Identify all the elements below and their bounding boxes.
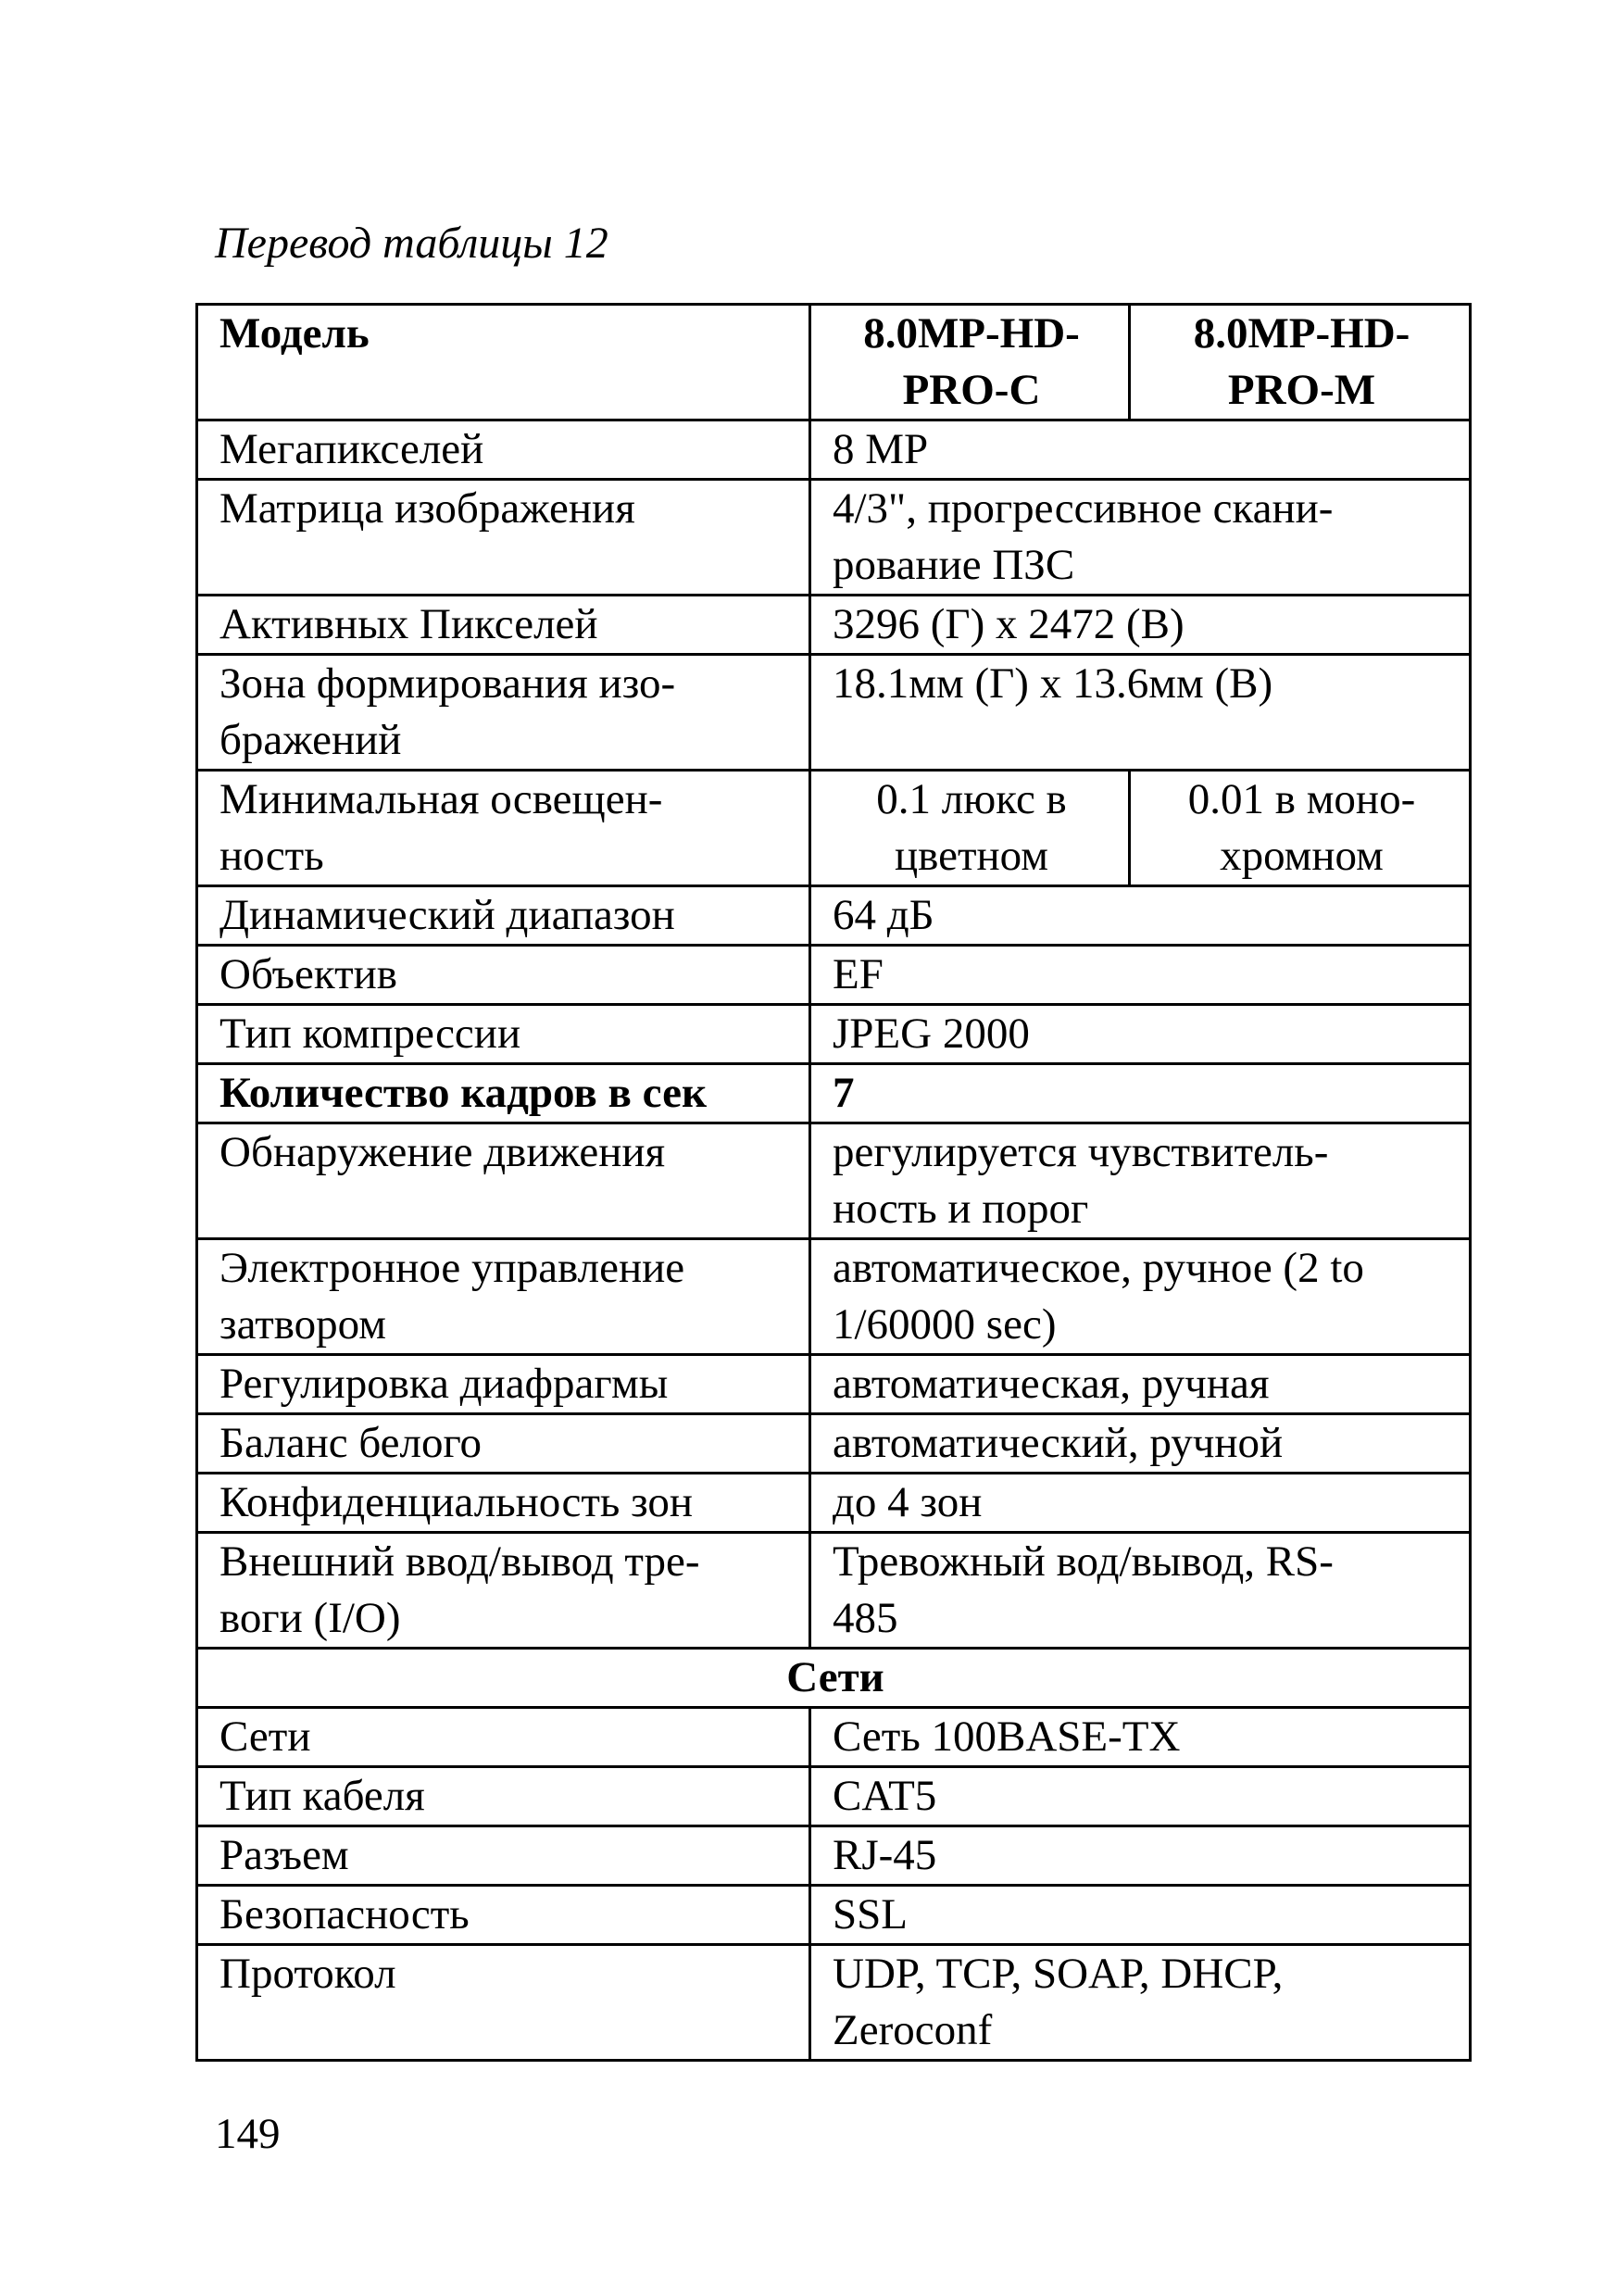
- row-value: RJ-45: [810, 1826, 1471, 1886]
- row-label: Количество кадров в сек: [197, 1064, 810, 1123]
- row-label: Минимальная освещен- ность: [197, 771, 810, 886]
- row-label: Мегапикселей: [197, 420, 810, 480]
- row-label: Активных Пикселей: [197, 596, 810, 655]
- table-row: [197, 1064, 1471, 1123]
- row-label: Протокол: [197, 1945, 810, 2061]
- row-label: Объектив: [197, 946, 810, 1005]
- table-row: [197, 886, 1471, 946]
- row-value: 18.1мм (Г) х 13.6мм (В): [810, 655, 1471, 771]
- row-value-model-m: 0.01 в моно- хромном: [1130, 771, 1471, 886]
- table-row: [197, 1826, 1471, 1886]
- row-label: Электронное управление затвором: [197, 1239, 810, 1355]
- row-value: регулируется чувствитель- ность и порог: [810, 1123, 1471, 1239]
- table-header-row: [197, 305, 1471, 420]
- header-model-label-text: Модель: [219, 309, 370, 358]
- table-row: [197, 1005, 1471, 1064]
- row-value: автоматическое, ручное (2 to 1/60000 sec): [810, 1239, 1471, 1355]
- table-row: [197, 1474, 1471, 1533]
- table-row: [197, 596, 1471, 655]
- row-value: JPEG 2000: [810, 1005, 1471, 1064]
- row-label: Динамический диапазон: [197, 886, 810, 946]
- row-label: Баланс белого: [197, 1414, 810, 1474]
- row-value: Тревожный вод/вывод, RS- 485: [810, 1533, 1471, 1649]
- row-label: Тип кабеля: [197, 1767, 810, 1826]
- row-value: 64 дБ: [810, 886, 1471, 946]
- row-value: 4/3", прогрессивное скани- рование ПЗС: [810, 480, 1471, 596]
- table-row: [197, 1414, 1471, 1474]
- row-value-model-c: 0.1 люкс в цветном: [810, 771, 1130, 886]
- table-row: [197, 1886, 1471, 1945]
- row-value: автоматический, ручной: [810, 1414, 1471, 1474]
- row-label: Внешний ввод/вывод тре- воги (I/O): [197, 1533, 810, 1649]
- row-value: 7: [810, 1064, 1471, 1123]
- row-label: Обнаружение движения: [197, 1123, 810, 1239]
- row-value: EF: [810, 946, 1471, 1005]
- row-value: Сеть 100BASE-TX: [810, 1708, 1471, 1767]
- row-value: 3296 (Г) x 2472 (В): [810, 596, 1471, 655]
- table-row: [197, 1355, 1471, 1414]
- table-caption: Перевод таблицы 12: [215, 219, 608, 268]
- row-value: UDP, TCP, SOAP, DHCP, Zeroconf: [810, 1945, 1471, 2061]
- row-value: автоматическая, ручная: [810, 1355, 1471, 1414]
- table-row: [197, 420, 1471, 480]
- model-c-name: 8.0MP-HD- PRO-C: [863, 309, 1080, 414]
- row-value: 8 MP: [810, 420, 1471, 480]
- table-row: [197, 1945, 1471, 2061]
- table-row: [197, 1708, 1471, 1767]
- specifications-table: [195, 303, 1472, 2062]
- row-label: Регулировка диафрагмы: [197, 1355, 810, 1414]
- section-header-row: [197, 1649, 1471, 1708]
- table-row: [197, 1767, 1471, 1826]
- row-label: Зона формирования изо- бражений: [197, 655, 810, 771]
- row-label: Безопасность: [197, 1886, 810, 1945]
- table-row: [197, 946, 1471, 1005]
- row-value: CAT5: [810, 1767, 1471, 1826]
- row-label: Матрица изображения: [197, 480, 810, 596]
- table-row: [197, 1533, 1471, 1649]
- section-title-network: Сети: [197, 1649, 1471, 1708]
- table-row: [197, 1239, 1471, 1355]
- row-label: Тип компрессии: [197, 1005, 810, 1064]
- row-value: SSL: [810, 1886, 1471, 1945]
- page-number: 149: [215, 2110, 281, 2158]
- table-row: [197, 1123, 1471, 1239]
- row-value: до 4 зон: [810, 1474, 1471, 1533]
- row-label: Разъем: [197, 1826, 810, 1886]
- model-m-name: 8.0MP-HD- PRO-M: [1193, 309, 1410, 414]
- header-model-label: [197, 305, 810, 420]
- table-row: [197, 480, 1471, 596]
- table-row: [197, 771, 1471, 886]
- header-model-c: [810, 305, 1130, 420]
- table-row: [197, 655, 1471, 771]
- row-label: Сети: [197, 1708, 810, 1767]
- header-model-m: [1130, 305, 1471, 420]
- row-label: Конфиденциальность зон: [197, 1474, 810, 1533]
